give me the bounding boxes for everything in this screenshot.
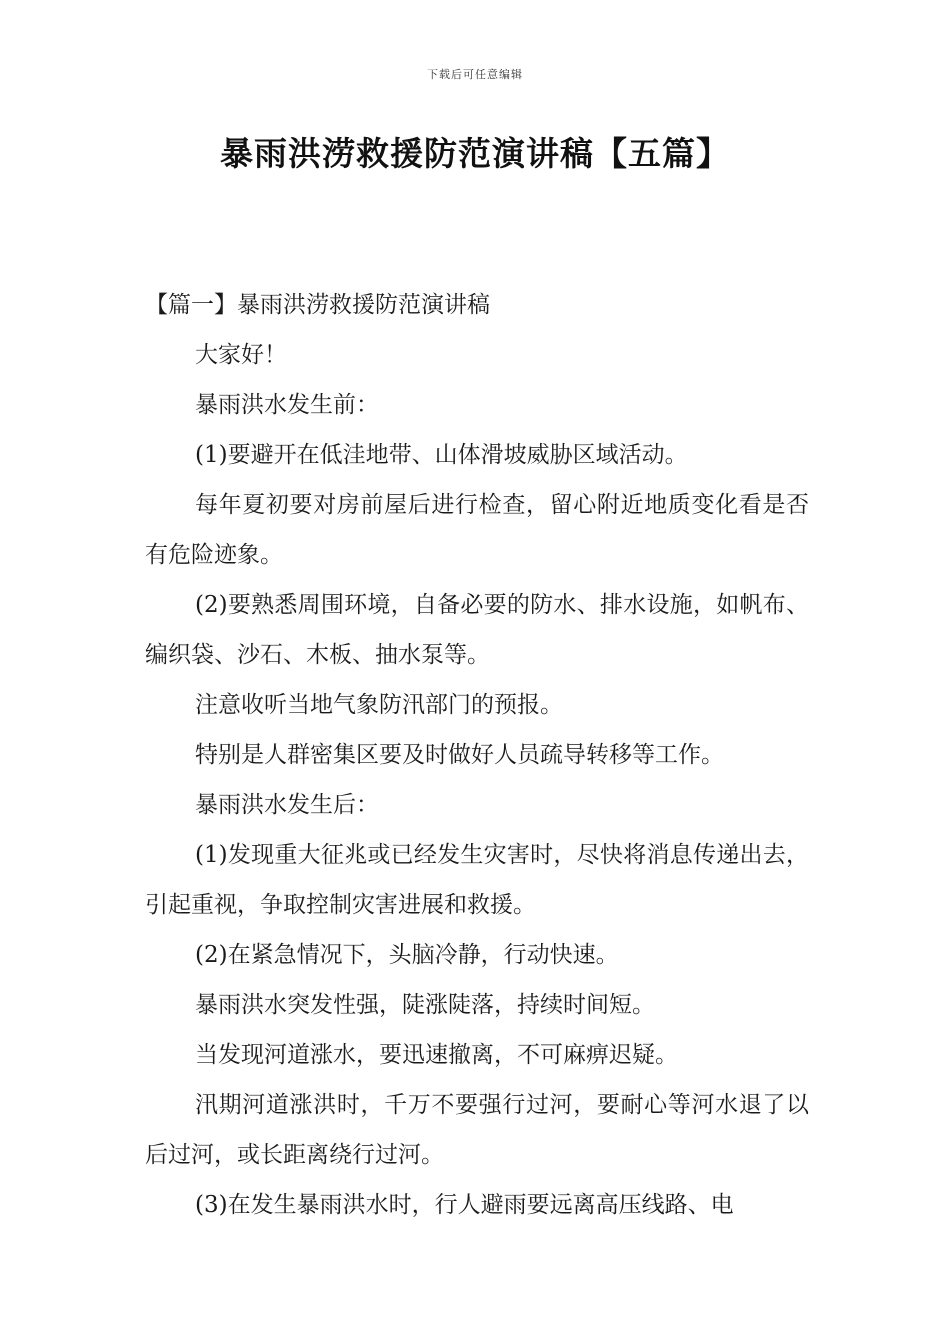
paragraph-crossing: 汛期河道涨洪时，千万不要强行过河，要耐心等河水退了以后过河，或长距离绕行过河。 — [145, 1092, 809, 1168]
paragraph-after-3: (3)在发生暴雨洪水时，行人避雨要远离高压线路、电 — [195, 1192, 734, 1218]
section-heading: 【篇一】暴雨洪涝救援防范演讲稿 — [145, 292, 490, 318]
document-title: 暴雨洪涝救援防范演讲稿【五篇】 — [220, 134, 730, 173]
paragraph-evacuation: 特别是人群密集区要及时做好人员疏导转移等工作。 — [195, 742, 724, 768]
paragraph-before-1: (1)要避开在低洼地带、山体滑坡威胁区域活动。 — [195, 442, 688, 468]
paragraph-before-1-detail: 每年夏初要对房前屋后进行检查，留心附近地质变化看是否有危险迹象。 — [145, 492, 809, 568]
paragraph-greeting: 大家好！ — [195, 342, 287, 368]
header-note: 下载后可任意编辑 — [427, 68, 523, 81]
paragraph-after-flood-heading: 暴雨洪水发生后： — [195, 792, 379, 818]
document-body — [145, 280, 809, 1230]
paragraph-forecast: 注意收听当地气象防汛部门的预报。 — [195, 692, 563, 718]
paragraph-river-rise: 当发现河道涨水，要迅速撤离，不可麻痹迟疑。 — [195, 1042, 678, 1068]
paragraph-after-1: (1)发现重大征兆或已经发生灾害时，尽快将消息传递出去，引起重视，争取控制灾害进展和救援。 — [145, 842, 809, 918]
paragraph-after-2: (2)在紧急情况下，头脑冷静，行动快速。 — [195, 942, 619, 968]
paragraph-before-flood-heading: 暴雨洪水发生前： — [195, 392, 379, 418]
paragraph-flood-nature: 暴雨洪水突发性强，陡涨陡落，持续时间短。 — [195, 992, 655, 1018]
paragraph-before-2: (2)要熟悉周围环境，自备必要的防水、排水设施，如帆布、编织袋、沙石、木板、抽水泵等。 — [145, 592, 809, 668]
